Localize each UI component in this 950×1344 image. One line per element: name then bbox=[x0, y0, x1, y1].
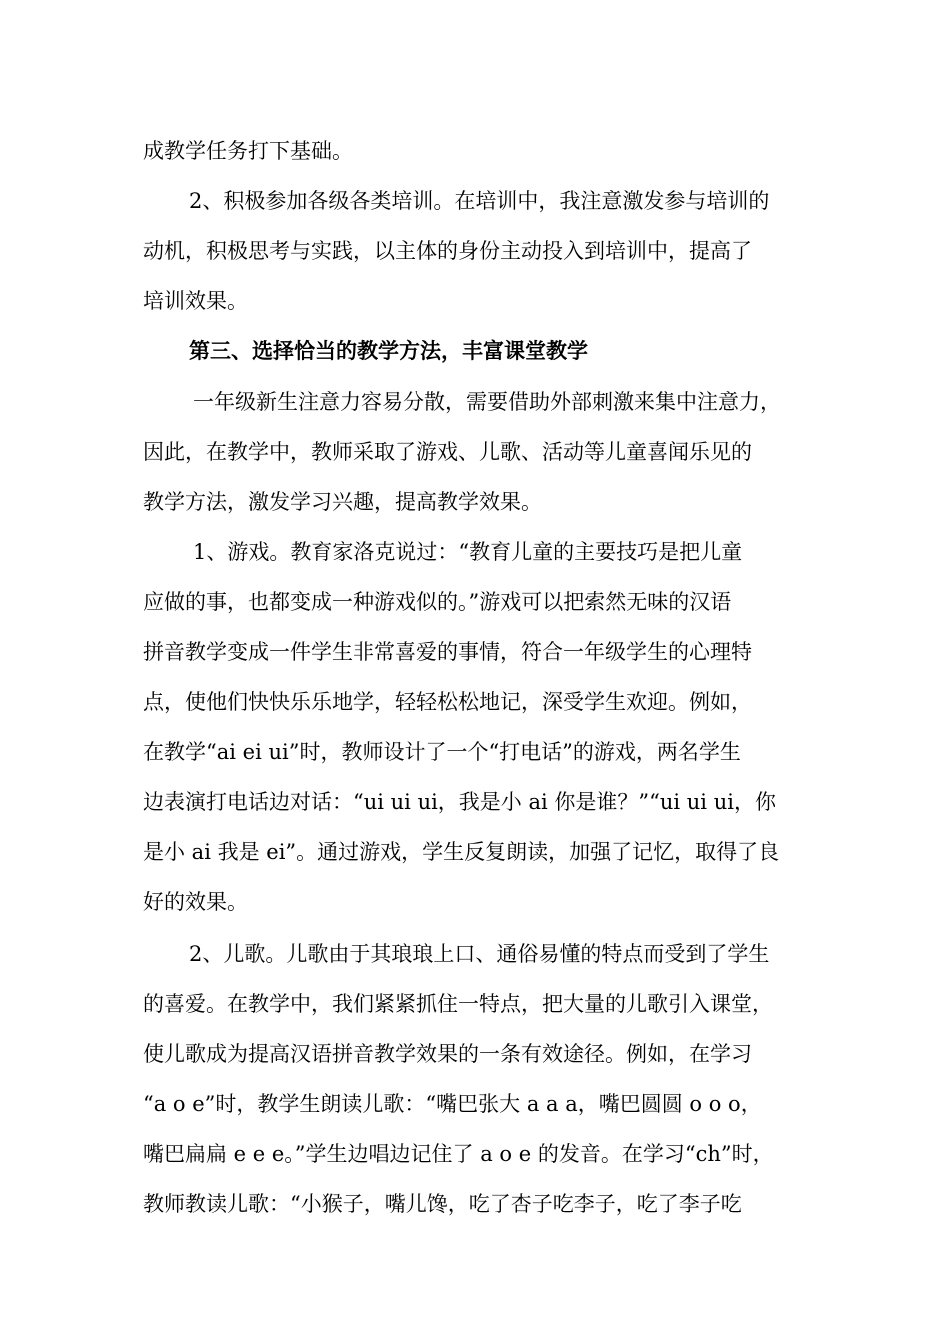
text-line: “a o e”时，教学生朗读儿歌：“嘴巴张大 a a a，嘴巴圆圆 o o o， bbox=[143, 1092, 762, 1116]
text-line: 2、儿歌。儿歌由于其琅琅上口、通俗易懂的特点而受到了学生 bbox=[189, 942, 770, 966]
text-line: 好的效果。 bbox=[143, 890, 248, 914]
text-line: 2、积极参加各级各类培训。在培训中，我注意激发参与培训的 bbox=[189, 189, 770, 213]
text-line: 教学方法，激发学习兴趣，提高教学效果。 bbox=[143, 490, 542, 514]
text-line: 教师教读儿歌：“小猴子，嘴儿馋，吃了杏子吃李子，吃了李子吃 bbox=[143, 1192, 742, 1216]
text-line: 培训效果。 bbox=[143, 289, 248, 313]
section-heading: 第三、选择恰当的教学方法，丰富课堂教学 bbox=[189, 338, 588, 363]
text-line: 1、游戏。教育家洛克说过：“教育儿童的主要技巧是把儿童 bbox=[193, 540, 743, 564]
text-line: 动机，积极思考与实践，以主体的身份主动投入到培训中，提高了 bbox=[143, 239, 752, 263]
text-line: 应做的事，也都变成一种游戏似的。”游戏可以把索然无味的汉语 bbox=[143, 590, 732, 614]
text-line: 边表演打电话边对话：“ui ui ui，我是小 ai 你是谁？”“ui ui ui，你 bbox=[143, 790, 776, 814]
text-line: 因此，在教学中，教师采取了游戏、儿歌、活动等儿童喜闻乐见的 bbox=[143, 440, 752, 464]
text-line: 在教学“ai ei ui”时，教师设计了一个“打电话”的游戏，两名学生 bbox=[143, 740, 741, 764]
text-line: 一年级新生注意力容易分散，需要借助外部刺激来集中注意力， bbox=[193, 390, 781, 414]
text-line: 点，使他们快快乐乐地学，轻轻松松地记，深受学生欢迎。例如， bbox=[143, 690, 752, 714]
text-line: 的喜爱。在教学中，我们紧紧抓住一特点，把大量的儿歌引入课堂， bbox=[143, 992, 773, 1016]
text-line: 使儿歌成为提高汉语拼音教学效果的一条有效途径。例如，在学习 bbox=[143, 1042, 752, 1066]
text-line: 拼音教学变成一件学生非常喜爱的事情，符合一年级学生的心理特 bbox=[143, 640, 752, 664]
text-line: 成教学任务打下基础。 bbox=[143, 139, 353, 163]
text-line: 嘴巴扁扁 e e e。”学生边唱边记住了 a o e 的发音。在学习“ch”时， bbox=[143, 1142, 774, 1166]
text-line: 是小 ai 我是 ei”。通过游戏，学生反复朗读，加强了记忆，取得了良 bbox=[143, 840, 780, 864]
